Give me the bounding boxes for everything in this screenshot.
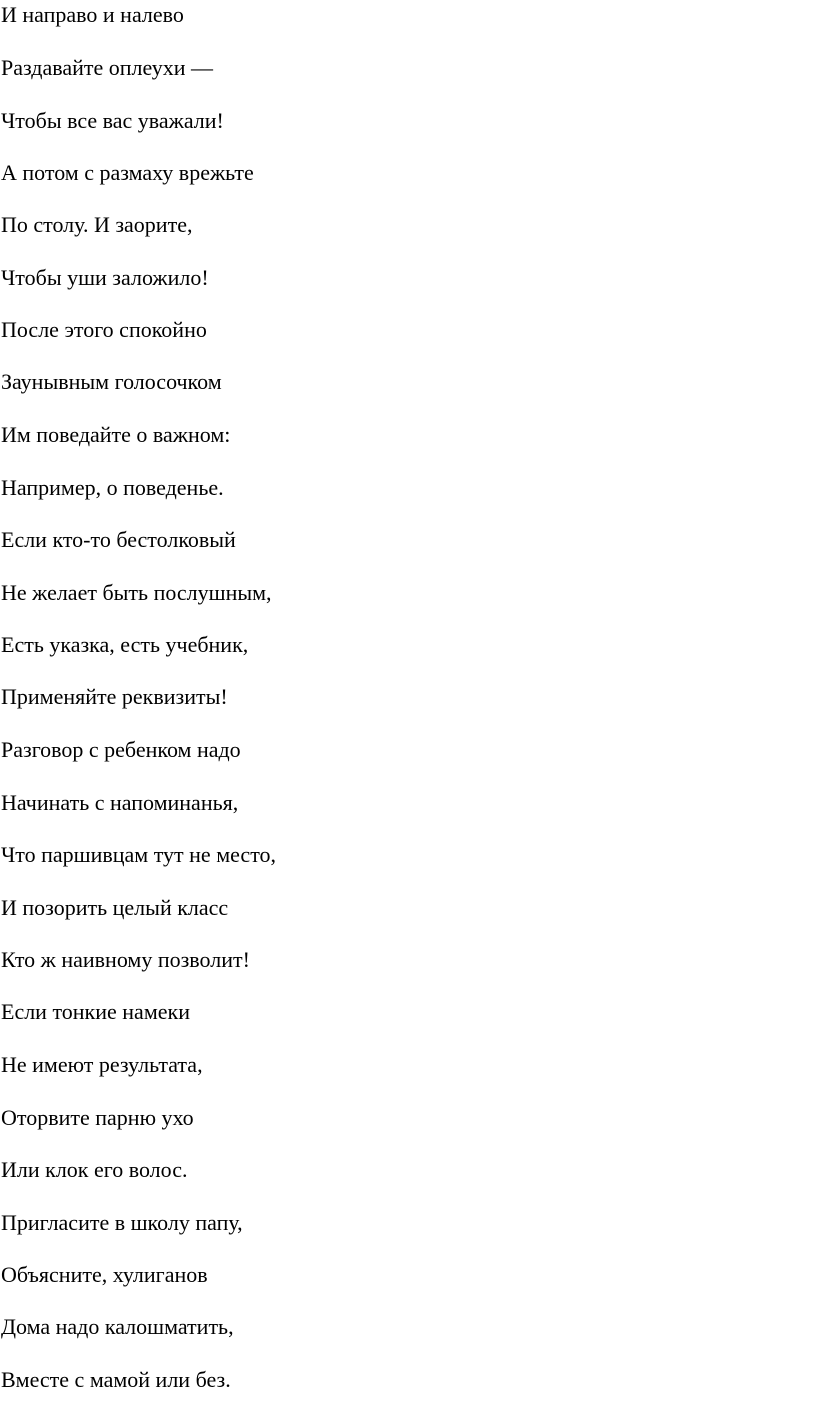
poem-line: Применяйте реквизиты! [1, 684, 228, 709]
poem-line: И направо и налево [1, 2, 184, 27]
poem-line: По столу. И заорите, [1, 212, 193, 237]
poem-line: Начинать с напоминанья, [1, 790, 239, 815]
poem-line: Чтобы все вас уважали! [1, 108, 224, 133]
poem-line: Раздавайте оплеухи — [1, 55, 214, 80]
poem-line: И позорить целый класс [1, 895, 229, 920]
poem-line: Не имеют результата, [1, 1052, 203, 1077]
poem-line: Вместе с мамой или без. [1, 1367, 231, 1392]
poem-line: Им поведайте о важном: [1, 422, 231, 447]
poem-line: Не желает быть послушным, [1, 580, 272, 605]
poem-line: Например, о поведенье. [1, 475, 224, 500]
poem-line: Дома надо калошматить, [1, 1314, 234, 1339]
poem-line: Или клок его волос. [1, 1157, 188, 1182]
poem-line: Пригласите в школу папу, [1, 1210, 243, 1235]
poem-line: Оторвите парню ухо [1, 1105, 194, 1130]
poem-line: После этого спокойно [1, 317, 207, 342]
poem-line: Что паршивцам тут не место, [1, 842, 277, 867]
poem-line: Кто ж наивному позволит! [1, 947, 250, 972]
poem-line: Если тонкие намеки [1, 999, 190, 1024]
poem-line: Есть указка, есть учебник, [1, 632, 249, 657]
poem-line: Чтобы уши заложило! [1, 265, 209, 290]
poem-line: А потом с размаху врежьте [1, 160, 254, 185]
poem-line: Объясните, хулиганов [1, 1262, 208, 1287]
poem-line: Если кто-то бестолковый [1, 527, 236, 552]
poem-line: Разговор с ребенком надо [1, 737, 241, 762]
poem-line: Заунывным голосочком [1, 369, 222, 394]
